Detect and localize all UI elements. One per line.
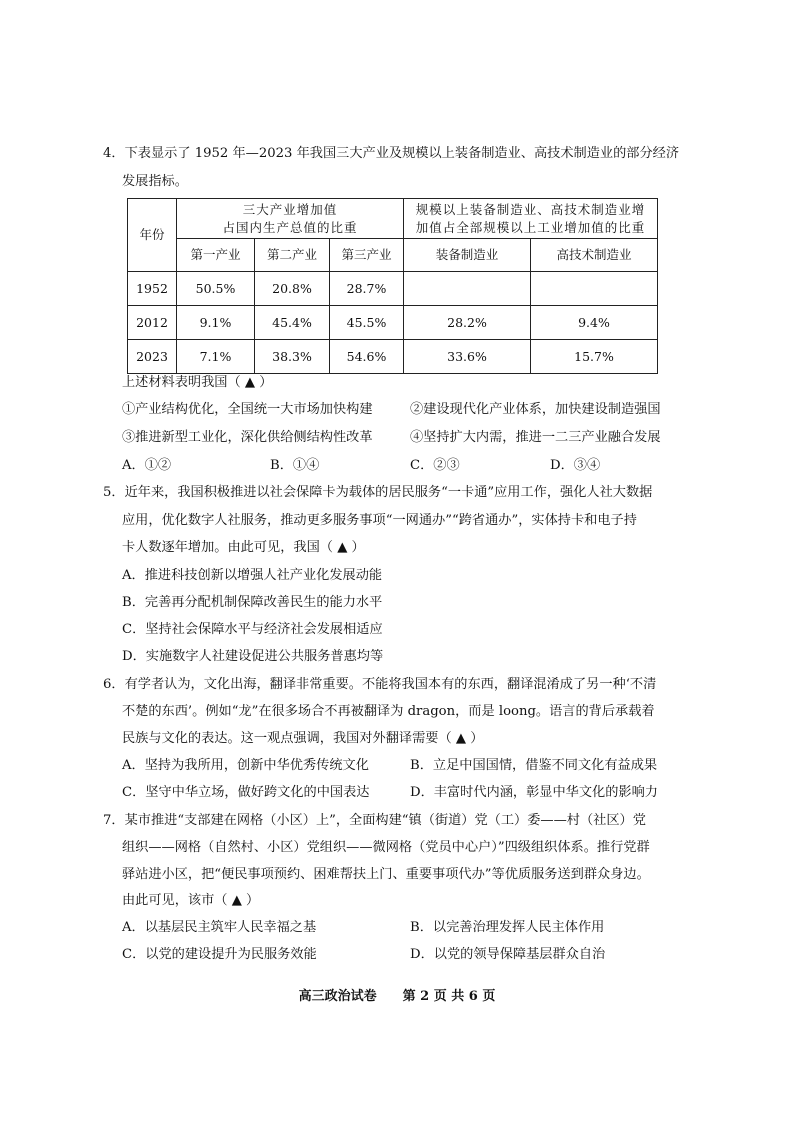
- q5-option-b: B．完善再分配机制保障改善民生的能力水平: [122, 595, 383, 610]
- group1-header: [177, 199, 404, 239]
- group1-header-l2: 占国内生产总值的比重: [222, 219, 358, 235]
- q7-line1: 7．某市推进“支部建在网格（小区）上”，全面构建“镇（街道）党（工）委——村（社区）党: [103, 813, 646, 828]
- cell-value: 28.7%: [330, 272, 404, 306]
- cell-value: 45.5%: [330, 306, 404, 340]
- year-header: 年份: [128, 199, 177, 272]
- q7-option-c: C．以党的建设提升为民服务效能: [122, 947, 317, 962]
- q6-line3: 民族与文化的表达。这一观点强调，我国对外翻译需要（ ▲ ）: [122, 731, 484, 746]
- cell-year: 2023: [128, 340, 177, 374]
- q7-line4: 由此可见，该市（ ▲ ）: [122, 893, 260, 908]
- q4-stem: 上述材料表明我国（ ▲ ）: [122, 375, 273, 390]
- q5-option-d: D．实施数字人社建设促进公共服务普惠均等: [122, 649, 384, 664]
- q6-line1: 6．有学者认为，文化出海，翻译非常重要。不能将我国本有的东西，翻译混淆成了另一种‘不清: [103, 677, 657, 692]
- group2-header: [404, 199, 658, 239]
- q7-line3: 驿站进小区，把“便民事项预约、困难帮扶上门、重要事项代办”等优质服务送到群众身边。: [122, 867, 650, 882]
- q4-statement-2: ②建设现代化产业体系，加快建设制造强国: [410, 402, 661, 417]
- cell-year: 2012: [128, 306, 177, 340]
- q5-line1: 5．近年来，我国积极推进以社会保障卡为载体的居民服务“一卡通”应用工作，强化人社大数据: [103, 485, 653, 500]
- q4-option-c: C．②③: [410, 458, 460, 473]
- cell-value: 28.2%: [404, 306, 531, 340]
- cell-value: 45.4%: [255, 306, 330, 340]
- q7-option-b: B．以完善治理发挥人民主体作用: [410, 920, 605, 935]
- q6-option-b: B．立足中国国情，借鉴不同文化有益成果: [410, 758, 658, 773]
- cell-value: [404, 272, 531, 306]
- col-header-equipment: 装备制造业: [404, 239, 531, 272]
- q6-option-d: D．丰富时代内涵，彰显中华文化的影响力: [410, 785, 658, 800]
- q5-line2: 应用，优化数字人社服务，推动更多服务事项“一网通办”“跨省通办”，实体持卡和电子持: [122, 513, 637, 528]
- q4-line1: 4．下表显示了 1952 年—2023 年我国三大产业及规模以上装备制造业、高技术制造业的部分经济: [103, 146, 680, 161]
- table-row: [128, 340, 658, 374]
- cell-value: 50.5%: [177, 272, 255, 306]
- table-row: [128, 272, 658, 306]
- cell-value: 38.3%: [255, 340, 330, 374]
- q5-line3: 卡人数逐年增加。由此可见，我国（ ▲ ）: [122, 540, 365, 555]
- q4-statement-1: ①产业结构优化，全国统一大市场加快构建: [122, 402, 373, 417]
- page-footer: 高三政治试卷 第 2 页 共 6 页: [298, 989, 496, 1004]
- cell-year: 1952: [128, 272, 177, 306]
- q7-option-d: D．以党的领导保障基层群众自治: [410, 947, 606, 962]
- q7-option-a: A．以基层民主筑牢人民幸福之基: [122, 920, 317, 935]
- cell-value: 20.8%: [255, 272, 330, 306]
- q4-statement-4: ④坚持扩大内需，推进一二三产业融合发展: [410, 430, 661, 445]
- cell-value: 15.7%: [531, 340, 658, 374]
- col-header-hightech: 高技术制造业: [531, 239, 658, 272]
- q5-option-a: A．推进科技创新以增强人社产业化发展动能: [122, 568, 383, 583]
- q4-option-d: D．③④: [550, 458, 601, 473]
- cell-value: 9.1%: [177, 306, 255, 340]
- col-header-secondary: 第二产业: [255, 239, 330, 272]
- q4-line2: 发展指标。: [122, 174, 188, 189]
- q7-line2: 组织——网格（自然村、小区）党组织——微网格（党员中心户）”四级组织体系。推行党群: [122, 840, 650, 855]
- cell-value: 54.6%: [330, 340, 404, 374]
- col-header-tertiary: 第三产业: [330, 239, 404, 272]
- group2-header-l1: 规模以上装备制造业、高技术制造业增: [415, 201, 646, 217]
- col-header-primary: 第一产业: [177, 239, 255, 272]
- q6-option-c: C．坚守中华立场，做好跨文化的中国表达: [122, 785, 370, 800]
- q4-option-b: B．①④: [270, 458, 320, 473]
- group1-header-l1: 三大产业增加值: [242, 201, 338, 217]
- q4-option-a: A．①②: [122, 458, 172, 473]
- group2-header-l2: 加值占全部规模以上工业增加值的比重: [415, 219, 646, 235]
- q6-line2: 不楚的东西’。例如“龙”在很多场合不再被翻译为 dragon，而是 loong。语言的背后承载着: [122, 704, 655, 719]
- cell-value: 33.6%: [404, 340, 531, 374]
- table-row: [128, 306, 658, 340]
- q6-option-a: A．坚持为我所用，创新中华优秀传统文化: [122, 758, 369, 773]
- cell-value: 9.4%: [531, 306, 658, 340]
- q5-option-c: C．坚持社会保障水平与经济社会发展相适应: [122, 622, 383, 637]
- cell-value: 7.1%: [177, 340, 255, 374]
- q4-statement-3: ③推进新型工业化，深化供给侧结构性改革: [122, 430, 373, 445]
- q4-data-table: [127, 198, 658, 374]
- cell-value: [531, 272, 658, 306]
